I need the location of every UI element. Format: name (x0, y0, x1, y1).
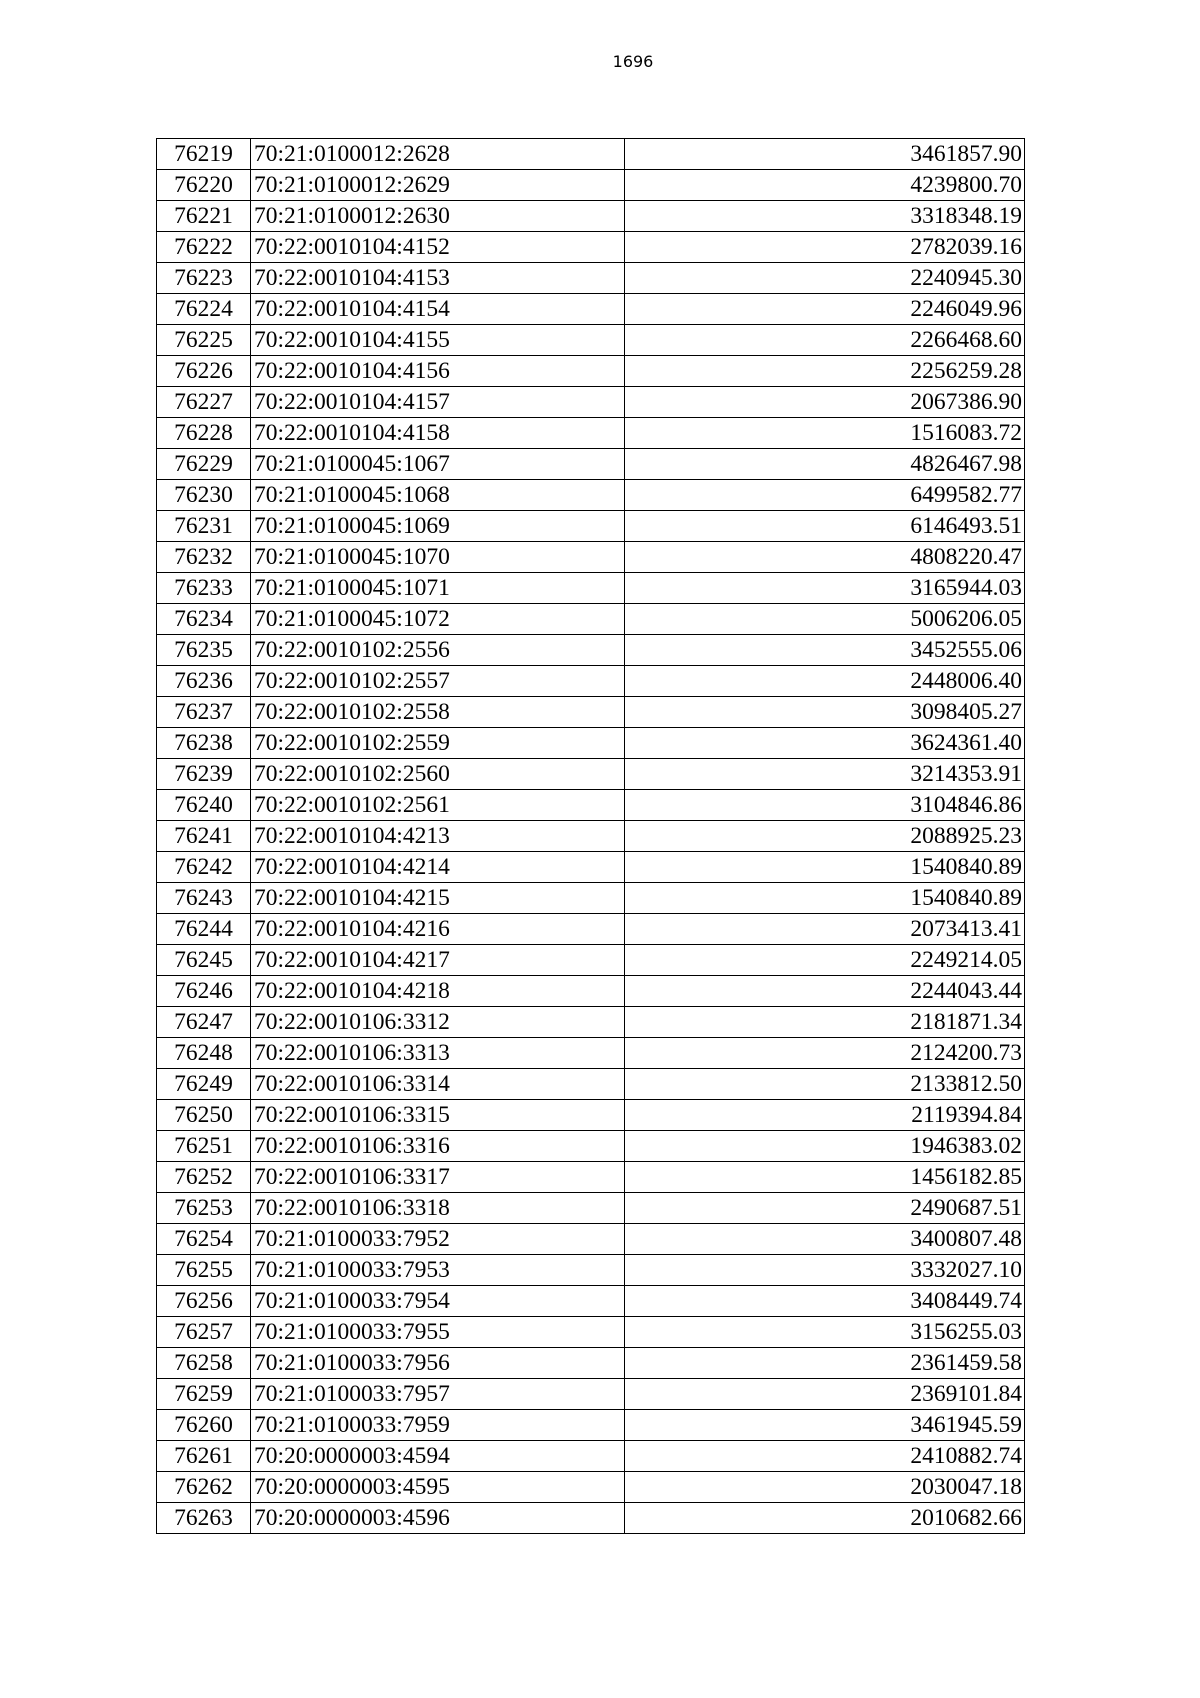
cadastral-value-cell: 2067386.90 (625, 387, 1025, 418)
row-number-cell: 76219 (157, 139, 251, 170)
cadastral-value-cell: 2124200.73 (625, 1038, 1025, 1069)
row-number-cell: 76227 (157, 387, 251, 418)
cadastral-value-cell: 2410882.74 (625, 1441, 1025, 1472)
cadastral-value-cell: 1946383.02 (625, 1131, 1025, 1162)
cadastral-value-cell: 2133812.50 (625, 1069, 1025, 1100)
table-row (157, 697, 1025, 728)
cadastral-number-cell: 70:20:0000003:4596 (251, 1503, 625, 1534)
row-number-cell: 76260 (157, 1410, 251, 1441)
table-row (157, 356, 1025, 387)
table-row (157, 1100, 1025, 1131)
cadastral-number-cell: 70:22:0010104:4158 (251, 418, 625, 449)
table-row (157, 666, 1025, 697)
cadastral-number-cell: 70:22:0010104:4213 (251, 821, 625, 852)
cadastral-number-cell: 70:22:0010102:2561 (251, 790, 625, 821)
cadastral-value-cell: 4239800.70 (625, 170, 1025, 201)
cadastral-number-cell: 70:21:0100033:7959 (251, 1410, 625, 1441)
row-number-cell: 76234 (157, 604, 251, 635)
table-row (157, 449, 1025, 480)
table-row (157, 1441, 1025, 1472)
row-number-cell: 76254 (157, 1224, 251, 1255)
cadastral-value-cell: 2782039.16 (625, 232, 1025, 263)
cadastral-number-cell: 70:22:0010104:4215 (251, 883, 625, 914)
cadastral-number-cell: 70:22:0010104:4216 (251, 914, 625, 945)
cadastral-value-cell: 2369101.84 (625, 1379, 1025, 1410)
table-row (157, 201, 1025, 232)
table-row (157, 573, 1025, 604)
cadastral-value-cell: 2256259.28 (625, 356, 1025, 387)
cadastral-value-cell: 2249214.05 (625, 945, 1025, 976)
cadastral-value-cell: 2361459.58 (625, 1348, 1025, 1379)
table-row (157, 170, 1025, 201)
page-number: 1696 (612, 52, 654, 71)
cadastral-number-cell: 70:21:0100045:1070 (251, 542, 625, 573)
row-number-cell: 76245 (157, 945, 251, 976)
row-number-cell: 76236 (157, 666, 251, 697)
row-number-cell: 76259 (157, 1379, 251, 1410)
cadastral-value-cell: 2244043.44 (625, 976, 1025, 1007)
table-row (157, 1472, 1025, 1503)
row-number-cell: 76235 (157, 635, 251, 666)
row-number-cell: 76220 (157, 170, 251, 201)
row-number-cell: 76249 (157, 1069, 251, 1100)
cadastral-value-cell: 4808220.47 (625, 542, 1025, 573)
cadastral-value-cell: 3156255.03 (625, 1317, 1025, 1348)
row-number-cell: 76237 (157, 697, 251, 728)
cadastral-value-cell: 3400807.48 (625, 1224, 1025, 1255)
table-row (157, 945, 1025, 976)
cadastral-value-cell: 3165944.03 (625, 573, 1025, 604)
cadastral-value-cell: 3452555.06 (625, 635, 1025, 666)
cadastral-value-cell: 3104846.86 (625, 790, 1025, 821)
cadastral-value-cell: 1456182.85 (625, 1162, 1025, 1193)
cadastral-value-cell: 2490687.51 (625, 1193, 1025, 1224)
table-row (157, 418, 1025, 449)
cadastral-number-cell: 70:22:0010106:3314 (251, 1069, 625, 1100)
table-body (157, 139, 1025, 1534)
table-row (157, 1069, 1025, 1100)
cadastral-number-cell: 70:22:0010106:3316 (251, 1131, 625, 1162)
cadastral-value-cell: 3624361.40 (625, 728, 1025, 759)
cadastral-number-cell: 70:21:0100045:1071 (251, 573, 625, 604)
cadastral-number-cell: 70:22:0010104:4157 (251, 387, 625, 418)
cadastral-number-cell: 70:22:0010104:4153 (251, 263, 625, 294)
row-number-cell: 76241 (157, 821, 251, 852)
table-row (157, 1193, 1025, 1224)
row-number-cell: 76232 (157, 542, 251, 573)
cadastral-value-cell: 1540840.89 (625, 852, 1025, 883)
cadastral-value-cell: 3461857.90 (625, 139, 1025, 170)
cadastral-number-cell: 70:21:0100012:2630 (251, 201, 625, 232)
cadastral-value-cell: 1540840.89 (625, 883, 1025, 914)
cadastral-value-cell: 2030047.18 (625, 1472, 1025, 1503)
row-number-cell: 76221 (157, 201, 251, 232)
row-number-cell: 76223 (157, 263, 251, 294)
table-row (157, 852, 1025, 883)
cadastral-number-cell: 70:21:0100033:7956 (251, 1348, 625, 1379)
row-number-cell: 76233 (157, 573, 251, 604)
table-row (157, 325, 1025, 356)
table-row (157, 883, 1025, 914)
cadastral-value-cell: 3461945.59 (625, 1410, 1025, 1441)
cadastral-number-cell: 70:21:0100045:1068 (251, 480, 625, 511)
table-row (157, 232, 1025, 263)
row-number-cell: 76228 (157, 418, 251, 449)
table-row (157, 1379, 1025, 1410)
cadastral-value-cell: 2246049.96 (625, 294, 1025, 325)
table-row (157, 1503, 1025, 1534)
cadastral-value-cell: 1516083.72 (625, 418, 1025, 449)
cadastral-number-cell: 70:22:0010104:4214 (251, 852, 625, 883)
cadastral-number-cell: 70:22:0010102:2556 (251, 635, 625, 666)
cadastral-value-cell: 2010682.66 (625, 1503, 1025, 1534)
row-number-cell: 76250 (157, 1100, 251, 1131)
cadastral-number-cell: 70:22:0010102:2560 (251, 759, 625, 790)
table-row (157, 1007, 1025, 1038)
table-row (157, 542, 1025, 573)
cadastral-value-cell: 6146493.51 (625, 511, 1025, 542)
cadastral-number-cell: 70:22:0010104:4217 (251, 945, 625, 976)
row-number-cell: 76263 (157, 1503, 251, 1534)
row-number-cell: 76251 (157, 1131, 251, 1162)
cadastral-value-cell: 2119394.84 (625, 1100, 1025, 1131)
row-number-cell: 76261 (157, 1441, 251, 1472)
cadastral-value-cell: 2266468.60 (625, 325, 1025, 356)
cadastral-number-cell: 70:22:0010106:3315 (251, 1100, 625, 1131)
cadastral-number-cell: 70:22:0010106:3317 (251, 1162, 625, 1193)
cadastral-value-cell: 3214353.91 (625, 759, 1025, 790)
row-number-cell: 76242 (157, 852, 251, 883)
table-row (157, 821, 1025, 852)
row-number-cell: 76230 (157, 480, 251, 511)
table-row (157, 387, 1025, 418)
cadastral-number-cell: 70:22:0010104:4154 (251, 294, 625, 325)
table-row (157, 1410, 1025, 1441)
table-row (157, 1162, 1025, 1193)
cadastral-value-cell: 2448006.40 (625, 666, 1025, 697)
cadastral-number-cell: 70:22:0010102:2557 (251, 666, 625, 697)
table-row (157, 1255, 1025, 1286)
cadastral-number-cell: 70:22:0010104:4156 (251, 356, 625, 387)
table-row (157, 759, 1025, 790)
cadastral-value-cell: 3098405.27 (625, 697, 1025, 728)
cadastral-number-cell: 70:22:0010104:4152 (251, 232, 625, 263)
cadastral-number-cell: 70:21:0100012:2628 (251, 139, 625, 170)
cadastral-value-cell: 6499582.77 (625, 480, 1025, 511)
row-number-cell: 76238 (157, 728, 251, 759)
row-number-cell: 76262 (157, 1472, 251, 1503)
row-number-cell: 76244 (157, 914, 251, 945)
cadastral-number-cell: 70:20:0000003:4594 (251, 1441, 625, 1472)
cadastral-number-cell: 70:22:0010104:4155 (251, 325, 625, 356)
table-row (157, 604, 1025, 635)
table-row (157, 139, 1025, 170)
table-row (157, 790, 1025, 821)
cadastral-number-cell: 70:22:0010106:3313 (251, 1038, 625, 1069)
row-number-cell: 76231 (157, 511, 251, 542)
cadastral-value-cell: 2240945.30 (625, 263, 1025, 294)
row-number-cell: 76225 (157, 325, 251, 356)
row-number-cell: 76256 (157, 1286, 251, 1317)
cadastral-number-cell: 70:22:0010106:3312 (251, 1007, 625, 1038)
row-number-cell: 76226 (157, 356, 251, 387)
table-row (157, 263, 1025, 294)
table-row (157, 976, 1025, 1007)
table-row (157, 1224, 1025, 1255)
cadastral-number-cell: 70:21:0100012:2629 (251, 170, 625, 201)
cadastral-number-cell: 70:22:0010102:2558 (251, 697, 625, 728)
table-row (157, 1348, 1025, 1379)
table-row (157, 914, 1025, 945)
cadastral-number-cell: 70:21:0100033:7953 (251, 1255, 625, 1286)
cadastral-number-cell: 70:21:0100045:1067 (251, 449, 625, 480)
cadastral-value-table (156, 138, 1025, 1534)
row-number-cell: 76253 (157, 1193, 251, 1224)
table-row (157, 1131, 1025, 1162)
row-number-cell: 76252 (157, 1162, 251, 1193)
table-row (157, 1317, 1025, 1348)
cadastral-number-cell: 70:21:0100033:7955 (251, 1317, 625, 1348)
cadastral-value-cell: 3318348.19 (625, 201, 1025, 232)
cadastral-value-cell: 3332027.10 (625, 1255, 1025, 1286)
cadastral-number-cell: 70:22:0010106:3318 (251, 1193, 625, 1224)
table-row (157, 728, 1025, 759)
cadastral-number-cell: 70:21:0100045:1069 (251, 511, 625, 542)
row-number-cell: 76257 (157, 1317, 251, 1348)
table-row (157, 1038, 1025, 1069)
row-number-cell: 76255 (157, 1255, 251, 1286)
cadastral-number-cell: 70:22:0010104:4218 (251, 976, 625, 1007)
row-number-cell: 76243 (157, 883, 251, 914)
row-number-cell: 76224 (157, 294, 251, 325)
cadastral-value-cell: 3408449.74 (625, 1286, 1025, 1317)
row-number-cell: 76239 (157, 759, 251, 790)
cadastral-value-cell: 2088925.23 (625, 821, 1025, 852)
cadastral-number-cell: 70:21:0100045:1072 (251, 604, 625, 635)
row-number-cell: 76248 (157, 1038, 251, 1069)
table-row (157, 294, 1025, 325)
row-number-cell: 76229 (157, 449, 251, 480)
table-row (157, 1286, 1025, 1317)
cadastral-value-cell: 2073413.41 (625, 914, 1025, 945)
cadastral-number-cell: 70:21:0100033:7954 (251, 1286, 625, 1317)
row-number-cell: 76222 (157, 232, 251, 263)
cadastral-number-cell: 70:21:0100033:7952 (251, 1224, 625, 1255)
cadastral-number-cell: 70:21:0100033:7957 (251, 1379, 625, 1410)
row-number-cell: 76246 (157, 976, 251, 1007)
table-row (157, 511, 1025, 542)
cadastral-value-cell: 4826467.98 (625, 449, 1025, 480)
table-row (157, 480, 1025, 511)
cadastral-value-cell: 2181871.34 (625, 1007, 1025, 1038)
row-number-cell: 76247 (157, 1007, 251, 1038)
row-number-cell: 76258 (157, 1348, 251, 1379)
cadastral-number-cell: 70:20:0000003:4595 (251, 1472, 625, 1503)
row-number-cell: 76240 (157, 790, 251, 821)
table-row (157, 635, 1025, 666)
cadastral-number-cell: 70:22:0010102:2559 (251, 728, 625, 759)
cadastral-value-cell: 5006206.05 (625, 604, 1025, 635)
